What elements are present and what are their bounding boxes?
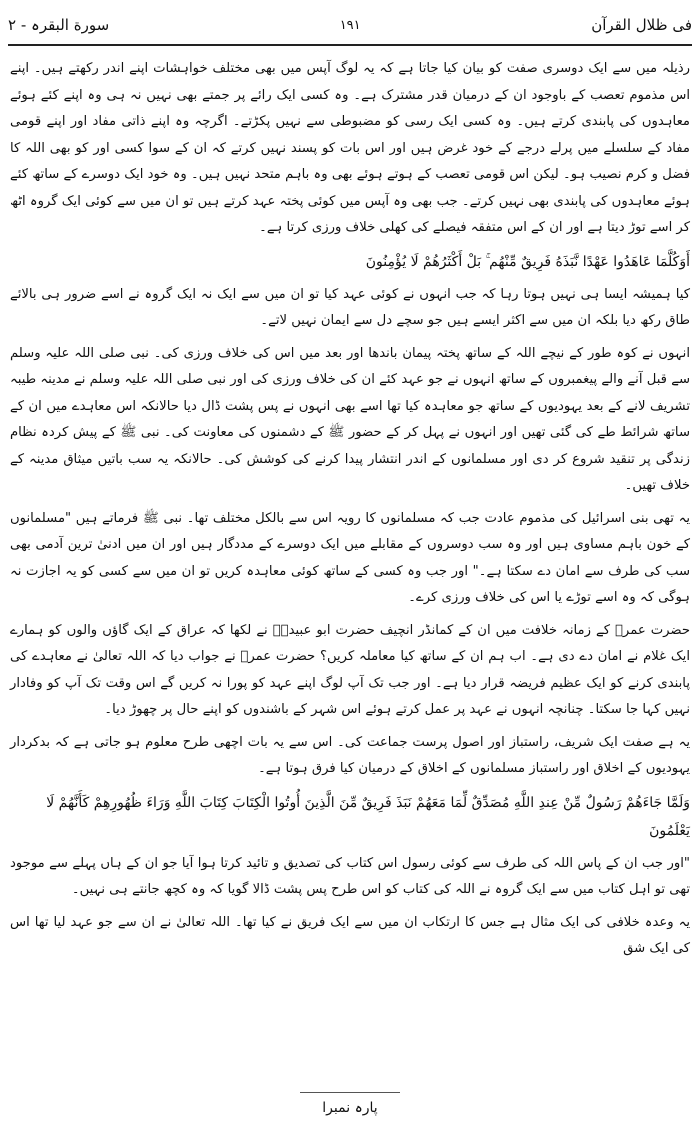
paragraph: یہ تھی بنی اسرائیل کی مذموم عادت جب کہ مسلمانوں کا رویہ اس سے بالکل مختلف تھا۔ نبی ﷺ فرماتے ہیں "مسلمانوں کے خون باہم مساوی ہیں اور وہ سب دوسروں کے مقابلے میں ایک دوسرے کے مددگار ہیں اور ان میں ادنیٰ ترین آدمی بھی سب کی طرف سے امان دے سکتا ہے۔" اور جب وہ کسی کے ساتھ کوئی معاہدہ کریں تو ان میں سے کسی کو یہ اجازت نہ ہوگی کہ وہ اسے توڑے یا اس کی خلاف ورزی کرے۔ [10, 510, 690, 605]
paragraph: یہ وعدہ خلافی کی ایک مثال ہے جس کا ارتکاب ان میں سے ایک فریق نے کیا تھا۔ اللہ تعالیٰ نے ان سے جو عہد لیا تھا اس کی ایک شق [10, 914, 690, 956]
header-rule [8, 44, 692, 46]
footer-rule [300, 1092, 400, 1093]
verse-translation: "اور جب ان کے پاس اللہ کی طرف سے کوئی رسول اس کتاب کی تصدیق و تائید کرتا ہوا آیا جو ان کے ہاں پہلے سے موجود تھی تو اہل کتاب میں سے ایک گروہ نے اللہ کی کتاب کو اس طرح پس پشت ڈالا گویا کہ وہ کچھ جانتے ہی نہیں۔ [10, 855, 690, 897]
para-number-footer: پارہ نمبرا [322, 1100, 378, 1116]
paragraph: رذیلہ میں سے ایک دوسری صفت کو بیان کیا جاتا ہے کہ یہ لوگ آپس میں بھی مختلف خواہشات اپنے اندر رکھتے ہیں۔ اپنے اس مذموم تعصب کے باوجود ان کے درمیان قدر مشترک ہے۔ وہ کسی ایک رائے پر جمتے بھی نہیں نہ ہی وہ اپنے کئے ہوئے معاہدوں کی پابندی کرتے ہیں۔ وہ کسی ایک رسی کو مضبوطی سے نہیں پکڑتے۔ اگرچہ وہ اپنے ذاتی مفاد اور اپنے قومی مفاد کے سلسلے میں پرلے درجے کے خود غرض ہیں اور اس بات کو پسند نہیں کرتے کہ ان کے سوا کسی اور کو بھی اللہ کا فضل و کرم نصیب ہو۔ لیکن اس قومی تعصب کے ہوتے ہوئے بھی وہ باہم متحد نہیں ہیں۔ وہ خود ایک دوسرے کے ساتھ کئے ہوئے معاہدوں کی پابندی بھی نہیں کرتے۔ جب بھی وہ آپس میں کوئی پختہ عہد کرتے ہیں تو ان میں سے کوئی ایک گروہ اٹھ کر اسے توڑ دیتا ہے اور ان کے اس متفقہ فیصلے کی کھلی خلاف ورزی کرتا ہے۔ [10, 61, 690, 235]
paragraph: یہ ہے صفت ایک شریف، راستباز اور اصول پرست جماعت کی۔ اس سے یہ بات اچھی طرح معلوم ہو جاتی ہے کہ بدکردار یہودیوں کے اخلاق اور راستباز مسلمانوں کے اخلاق کے درمیان کیا فرق ہوتا ہے۔ [10, 734, 690, 776]
page-body [10, 56, 690, 969]
paragraph: حضرت عمرؓ کے زمانہ خلافت میں ان کے کمانڈر انچیف حضرت ابو عبیدہؓ نے لکھا کہ عراق کے ایک گاؤں والوں کو ہمارے ایک غلام نے امان دے دی ہے۔ اب ہم ان کے ساتھ کیا معاملہ کریں؟ حضرت عمرؓ نے جواب دیا کہ اللہ تعالیٰ نے معاہدے کی پابندی کرنے کو ایک عظیم فریضہ قرار دیا ہے۔ اور جب تک آپ لوگ اپنے عہد کو پورا نہ کریں گے اس وقت تک آپ کو وفادار نہیں کہا جا سکتا۔ چنانچہ انہوں نے عہد پر عمل کرتے ہوئے اس شہر کے باشندوں کو اپنے حال پر چھوڑ دیا۔ [10, 622, 690, 717]
paragraph: انہوں نے کوہ طور کے نیچے اللہ کے ساتھ پختہ پیمان باندھا اور بعد میں اس کی خلاف ورزی کی۔ نبی صلی اللہ علیہ وسلم سے قبل آنے والے پیغمبروں کے ساتھ انہوں نے جو عہد کئے ان کی خلاف ورزی کی اور نبی صلی اللہ علیہ وسلم نے مدینہ طیبہ تشریف لانے کے بعد یہودیوں کے ساتھ جو معاہدہ کیا تھا اسے بھی انہوں نے پس پشت ڈال دیا حالانکہ اس معاہدے میں ان کے ساتھ شرائط طے کی گئی تھیں اور انہوں نے پہل کر کے حضور ﷺ کے دشمنوں کی معاونت کی۔ نبی ﷺ کے پیش کردہ نظام زندگی پر تنقید شروع کر دی اور مسلمانوں کے اندر انتشار پیدا کرنے کی کوشش کی۔ حالانکہ یہ سب باتیں میثاق مدینہ کے خلاف تھیں۔ [10, 345, 690, 493]
page-number: ١٩١ [339, 17, 361, 33]
book-title: فی ظلال القرآن [591, 16, 692, 34]
quran-verse: وَلَمَّا جَاءَهُمْ رَسُولٌ مِّنْ عِندِ اللَّهِ مُصَدِّقٌ لِّمَا مَعَهُمْ نَبَذَ فَرِيقٌ مِّنَ الَّذِينَ أُوتُوا الْكِتَابَ كِتَابَ اللَّهِ وَرَاءَ ظُهُورِهِمْ كَأَنَّهُمْ لَا يَعْلَمُونَ [46, 794, 690, 839]
quran-verse: أَوَكُلَّمَا عَاهَدُوا عَهْدًا نَّبَذَهُ فَرِيقٌ مِّنْهُم ۚ بَلْ أَكْثَرُهُمْ لَا يُؤْمِنُونَ [365, 253, 690, 270]
surah-title: سورة البقرہ - ٢ [8, 16, 110, 34]
verse-translation: کیا ہمیشہ ایسا ہی نہیں ہوتا رہا کہ جب انہوں نے کوئی عہد کیا تو ان میں سے ایک نہ ایک گروہ نے اسے ضرور ہی بالائے طاق رکھ دیا بلکہ ان میں سے اکثر ایسے ہیں جو سچے دل سے ایمان نہیں لاتے۔ [10, 286, 690, 328]
page-header [8, 8, 692, 42]
